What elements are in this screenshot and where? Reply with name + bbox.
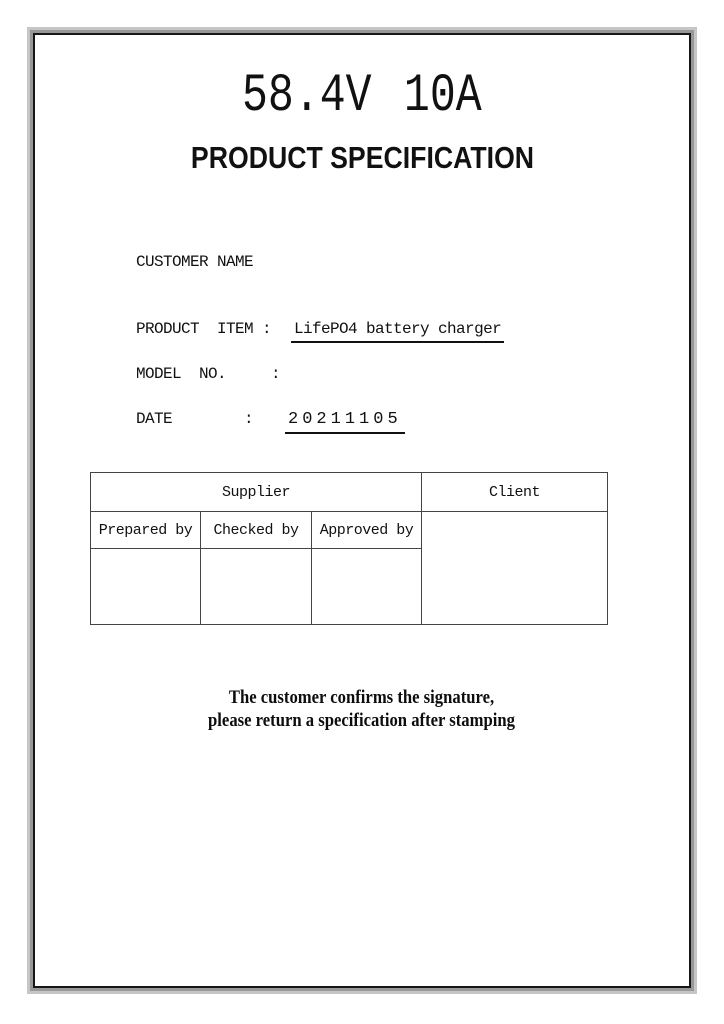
model-no-row	[136, 363, 280, 385]
page-content	[35, 35, 689, 986]
customer-name-row	[136, 251, 253, 273]
checked-by-cell: Checked by	[201, 512, 312, 549]
approval-header-row	[91, 473, 608, 512]
document-title-text: 58.4V 10A	[242, 66, 482, 127]
product-item-row	[136, 318, 504, 343]
document-subtitle	[35, 140, 689, 176]
approved-signature-cell	[312, 549, 422, 625]
client-header-cell: Client	[422, 473, 608, 512]
footer-note	[35, 687, 689, 733]
footer-note-line2: please return a specification after stamping	[208, 711, 516, 731]
client-signature-cell	[422, 512, 608, 625]
approval-roles-row	[91, 512, 608, 549]
checked-signature-cell	[201, 549, 312, 625]
page-frame-bevel	[30, 30, 694, 991]
date-label: DATE :	[136, 410, 254, 428]
prepared-by-cell: Prepared by	[91, 512, 201, 549]
supplier-header-cell: Supplier	[91, 473, 422, 512]
footer-note-text	[209, 687, 516, 733]
approved-by-cell: Approved by	[312, 512, 422, 549]
customer-name-label: CUSTOMER NAME	[136, 253, 254, 271]
footer-note-line1: The customer confirms the signature,	[229, 688, 495, 708]
product-item-label: PRODUCT ITEM :	[136, 320, 272, 338]
page-frame	[27, 27, 697, 994]
document-title	[35, 68, 689, 126]
document-subtitle-text: PRODUCT SPECIFICATION	[190, 140, 534, 175]
page-border	[33, 33, 691, 988]
date-value: 20211105	[285, 409, 405, 434]
product-item-value: LifePO4 battery charger	[291, 318, 504, 343]
date-row	[136, 408, 405, 434]
approval-table	[90, 472, 608, 625]
prepared-signature-cell	[91, 549, 201, 625]
model-no-label: MODEL NO. :	[136, 365, 281, 383]
